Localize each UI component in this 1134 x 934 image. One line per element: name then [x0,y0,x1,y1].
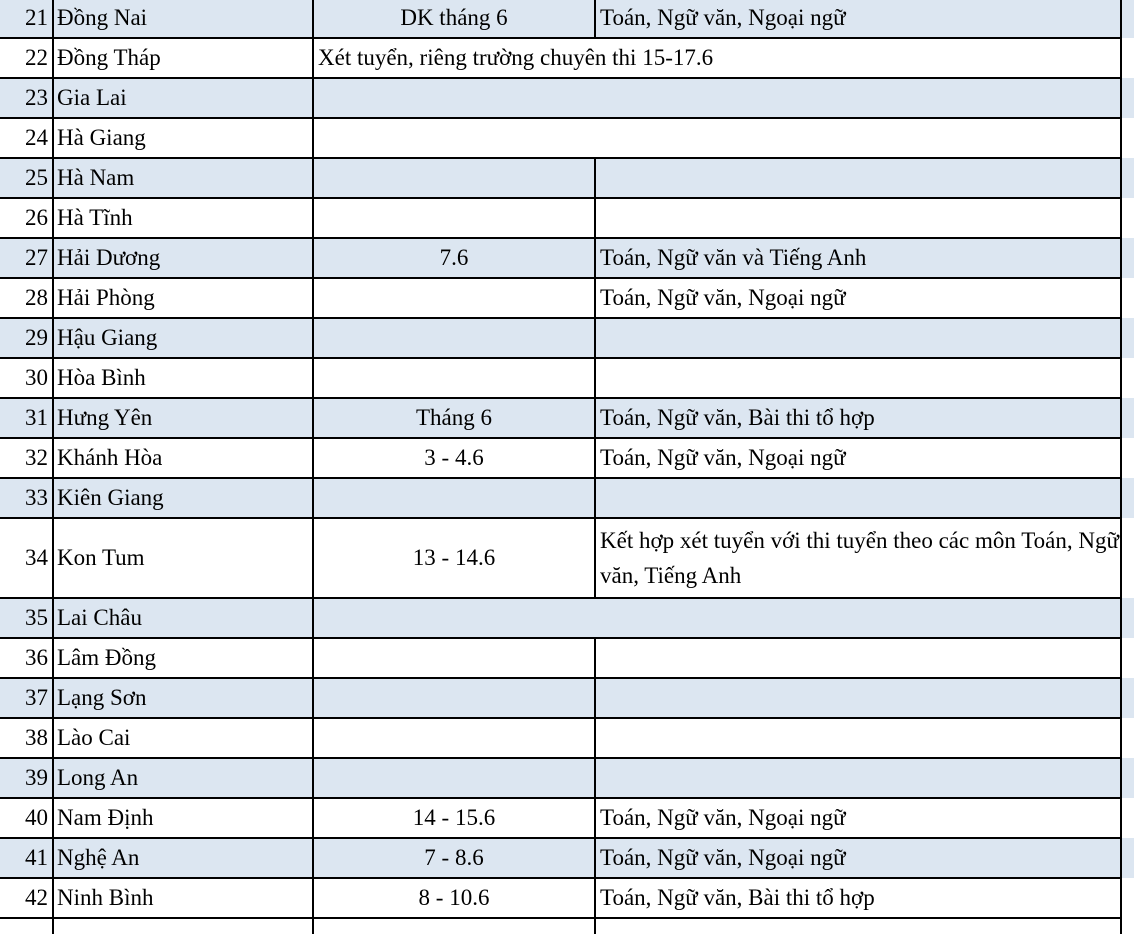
subjects-cell[interactable] [596,718,1120,758]
row-number-cell[interactable]: 33 [25,485,48,510]
row-number-cell[interactable]: 35 [25,605,48,630]
province-cell[interactable]: Đồng Tháp [57,45,161,70]
exam-date-cell[interactable] [314,638,594,678]
row-edge [1122,518,1134,598]
province-cell[interactable]: Hà Tĩnh [57,205,133,230]
table-row [0,638,1134,678]
row-edge [1122,198,1134,238]
subjects-cell[interactable]: Kết hợp xét tuyển với thi tuyển theo các môn Toán, Ngữ văn, Tiếng Anh [600,528,1119,588]
table-row [0,798,1134,838]
grid-line-vertical [594,318,596,358]
row-number-cell[interactable]: 22 [25,45,48,70]
row-edge [1122,78,1134,118]
table-row [0,38,1134,78]
subjects-cell[interactable]: Toán, Ngữ văn, Ngoại ngữ [600,285,846,310]
grid-line-vertical [594,678,596,718]
row-edge [1122,798,1134,838]
row-edge [1122,478,1134,518]
grid-line-vertical [594,838,596,878]
grid-line-horizontal [0,837,1120,839]
subjects-cell[interactable]: Toán, Ngữ văn, Ngoại ngữ [600,445,846,470]
grid-line-horizontal [0,517,1120,519]
exam-date-cell[interactable] [314,758,594,798]
row-edge [1122,238,1134,278]
row-number-cell[interactable]: 29 [25,325,48,350]
subjects-cell[interactable] [596,638,1120,678]
row-edge [1122,118,1134,158]
exam-date-cell[interactable]: 8 - 10.6 [418,885,490,910]
grid-line-vertical [594,918,596,934]
province-cell[interactable]: Lạng Sơn [57,685,147,710]
subjects-cell[interactable]: Toán, Ngữ văn, Bài thi tổ hợp [600,405,875,430]
table-row [0,238,1134,278]
exam-date-cell[interactable] [314,718,594,758]
grid-line-horizontal [0,117,1120,119]
province-cell[interactable]: Kon Tum [57,545,145,570]
grid-line-horizontal [0,917,1120,919]
table-row [0,398,1134,438]
row-number-cell[interactable]: 36 [25,645,48,670]
province-cell[interactable]: Hà Giang [57,125,146,150]
row-number-cell[interactable]: 28 [25,285,48,310]
grid-line-vertical [312,0,314,934]
province-cell[interactable]: Nghệ An [57,845,140,870]
grid-line-horizontal [0,157,1120,159]
exam-date-cell[interactable]: 7.6 [439,245,469,270]
grid-line-vertical [594,0,596,38]
exam-date-cell[interactable]: 7 - 8.6 [424,845,484,870]
row-edge [1122,718,1134,758]
province-cell[interactable]: Ninh Bình [57,885,154,910]
table-row [0,358,1134,398]
row-number-cell[interactable]: 24 [25,125,48,150]
table-row [0,158,1134,198]
subjects-cell[interactable] [596,198,1120,238]
table-row [0,878,1134,918]
subjects-cell[interactable]: Toán, Ngữ văn, Ngoại ngữ [600,805,846,830]
merged-info-cell[interactable] [314,118,1120,158]
grid-line-vertical [1120,0,1122,934]
grid-line-vertical [594,278,596,318]
province-cell[interactable]: Lai Châu [57,605,142,630]
subjects-cell[interactable]: Toán, Ngữ văn, Ngoại ngữ [600,5,846,30]
grid-line-horizontal [0,677,1120,679]
merged-info-cell[interactable]: Xét tuyển, riêng trường chuyên thi 15-17.6 [318,45,714,70]
table-row [0,598,1134,638]
merged-info-cell[interactable] [314,78,1120,118]
grid-line-vertical [594,358,596,398]
row-number-cell[interactable]: 32 [25,445,48,470]
row-edge [1122,838,1134,878]
row-edge [1122,158,1134,198]
subjects-cell[interactable]: Toán, Ngữ văn, Ngoại ngữ [600,845,846,870]
table-row [0,78,1134,118]
table-row [0,438,1134,478]
table-row [0,838,1134,878]
row-number-cell[interactable]: 27 [25,245,48,270]
row-number-cell[interactable]: 26 [25,205,48,230]
exam-date-cell[interactable]: 14 - 15.6 [412,805,496,830]
exam-date-cell[interactable]: Tháng 6 [415,405,492,430]
province-cell[interactable]: Nam Định [57,805,154,830]
grid-line-horizontal [0,357,1120,359]
province-cell[interactable]: Hà Nam [57,165,135,190]
subjects-cell[interactable] [596,158,1120,198]
province-cell[interactable]: Kiên Giang [57,485,164,510]
province-cell[interactable]: Gia Lai [57,85,127,110]
row-number-cell[interactable]: 40 [25,805,48,830]
merged-info-cell[interactable] [314,598,1120,638]
exam-date-cell[interactable] [314,158,594,198]
grid-line-vertical [594,198,596,238]
grid-line-horizontal [0,437,1120,439]
province-cell[interactable]: Hưng Yên [57,405,153,430]
table-row [0,198,1134,238]
province-cell[interactable]: Lâm Đồng [57,645,157,670]
grid-line-vertical [594,878,596,918]
grid-line-horizontal [0,77,1120,79]
province-cell[interactable]: Lào Cai [57,725,131,750]
exam-date-cell[interactable] [314,198,594,238]
row-number-cell[interactable]: 23 [25,85,48,110]
grid-line-horizontal [0,757,1120,759]
province-cell[interactable]: Hậu Giang [57,325,158,350]
grid-line-horizontal [0,597,1120,599]
table-row [0,0,1134,38]
grid-line-vertical [594,638,596,678]
grid-line-horizontal [0,317,1120,319]
subjects-cell[interactable] [596,758,1120,798]
row-edge [1122,758,1134,798]
row-edge [1122,38,1134,78]
table-row [0,478,1134,518]
exam-date-cell[interactable]: DK tháng 6 [400,5,508,30]
grid-line-vertical [594,758,596,798]
grid-line-horizontal [0,277,1120,279]
row-edge [1122,678,1134,718]
subjects-cell[interactable] [596,318,1120,358]
exam-date-cell[interactable] [314,478,594,518]
grid-line-horizontal [0,797,1120,799]
grid-line-vertical [594,518,596,598]
grid-line-horizontal [0,37,1120,39]
subjects-cell[interactable] [596,478,1120,518]
grid-line-vertical [594,398,596,438]
table-row [0,278,1134,318]
row-edge [1122,398,1134,438]
table-row [0,678,1134,718]
province-cell[interactable]: Long An [57,765,139,790]
subjects-cell[interactable] [596,358,1120,398]
row-number-cell[interactable]: 31 [25,405,48,430]
table-row [0,758,1134,798]
province-cell[interactable]: Đồng Nai [57,5,148,30]
grid-line-vertical [594,238,596,278]
row-edge [1122,0,1134,38]
grid-line-horizontal [0,637,1120,639]
row-edge [1122,358,1134,398]
subjects-cell[interactable]: Toán, Ngữ văn và Tiếng Anh [600,245,867,270]
province-cell[interactable]: Khánh Hòa [57,445,163,470]
row-number-cell[interactable]: 34 [25,545,48,570]
exam-date-cell[interactable] [314,278,594,318]
row-edge [1122,598,1134,638]
row-edge [1122,438,1134,478]
exam-date-cell[interactable]: 3 - 4.6 [424,445,484,470]
row-number-cell[interactable]: 30 [25,365,48,390]
row-number-cell[interactable]: 41 [25,845,48,870]
exam-date-cell[interactable]: 13 - 14.6 [412,545,496,570]
grid-line-horizontal [0,717,1120,719]
subjects-cell[interactable] [596,678,1120,718]
grid-line-vertical [594,798,596,838]
grid-line-vertical [594,718,596,758]
province-cell[interactable]: Hòa Bình [57,365,146,390]
grid-line-horizontal [0,477,1120,479]
grid-line-horizontal [0,877,1120,879]
table-row [0,718,1134,758]
exam-date-cell[interactable] [314,358,594,398]
table-row [0,518,1134,598]
grid-line-horizontal [0,197,1120,199]
row-edge [1122,278,1134,318]
exam-date-cell[interactable] [314,318,594,358]
row-number-cell[interactable]: 38 [25,725,48,750]
table-row [0,318,1134,358]
grid-line-horizontal [0,397,1120,399]
province-cell[interactable]: Hải Dương [57,245,161,270]
row-edge [1122,318,1134,358]
grid-line-vertical [594,438,596,478]
row-edge [1122,638,1134,678]
grid-line-vertical [594,158,596,198]
row-edge [1122,878,1134,918]
row-number-cell[interactable]: 42 [25,885,48,910]
grid-line-horizontal [0,237,1120,239]
row-number-cell[interactable]: 25 [25,165,48,190]
grid-line-vertical [594,478,596,518]
row-number-cell[interactable]: 39 [25,765,48,790]
subjects-cell[interactable]: Toán, Ngữ văn, Bài thi tổ hợp [600,885,875,910]
row-number-cell[interactable]: 21 [25,5,48,30]
table-row [0,118,1134,158]
exam-date-cell[interactable] [314,678,594,718]
grid-line-vertical [52,0,54,934]
province-cell[interactable]: Hải Phòng [57,285,155,310]
row-number-cell[interactable]: 37 [25,685,48,710]
